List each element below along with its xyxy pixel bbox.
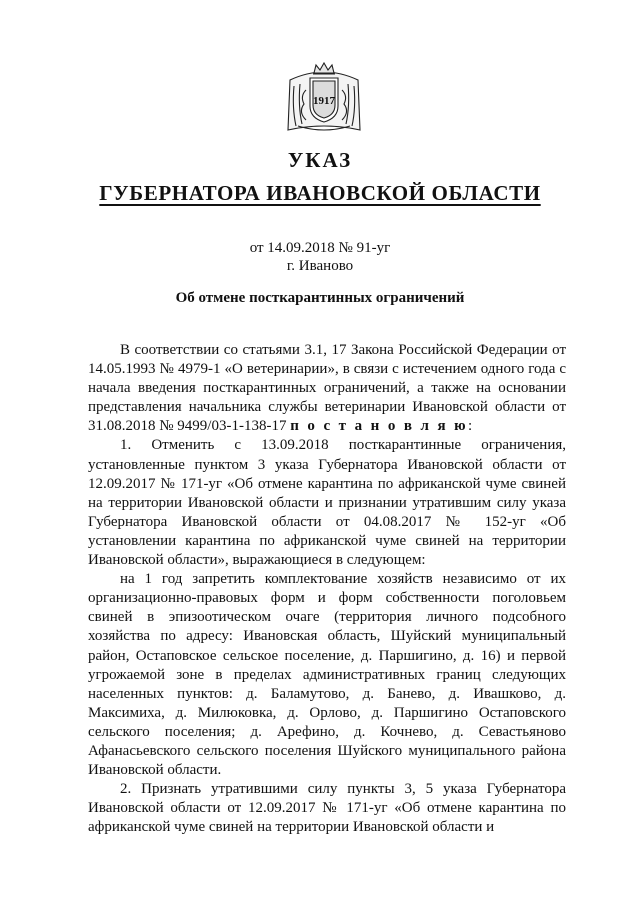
document-subject: Об отмене посткарантинных ограничений [175,290,465,306]
preamble-text: В соответствии со статьями 3.1, 17 Закона Российской Федерации от 14.05.1993 № 4979-1 «О ветеринарии», в связи с истечением одного года с начала введения посткарантинных ограничений, а также на основании представления начальника службы ветеринарии Ивановской области от 31.08.2018 № 9499/03-1-138-17 [88,342,566,435]
preamble-paragraph [88,341,566,436]
item-2-paragraph: 2. Признать утратившими силу пункты 3, 5 указа Губернатора Ивановской области от 12.09.2017 № 171-уг «Об отмене карантина по африканской чуме свиней на территории Ивановской области и [88,781,566,836]
emblem-year-text: 1917 [313,95,335,107]
document-date-number: от 14.09.2018 № 91-уг [249,240,391,256]
document-body [88,341,566,837]
document-issuer: ГУБЕРНАТОРА ИВАНОВСКОЙ ОБЛАСТИ [99,181,541,205]
document-city: г. Иваново [286,258,354,274]
item-1-paragraph: 1. Отменить с 13.09.2018 посткарантинные ограничения, установленные пунктом 3 указа Губернатора Ивановской области от 12.09.2017 № 171-уг «Об отмене карантина по африканской чуме свиней на территории Ивановской области и признании утратившим силу указа Губернатора Ивановской области от 04.08.2017 № 152-уг «Об установлении карантина по африканской чуме свиней на территории Ивановской области», выражающиеся в следующем: [88,437,566,569]
document-title: УКАЗ [287,148,353,172]
decree-colon: : [468,418,473,435]
item-1-detail-paragraph: на 1 год запретить комплектование хозяйств независимо от их организационно-правовых форм и форм собственности поголовьем свиней в эпизоотическом очаге (территория личного подсобного хозяйства по адресу: Ивановская область, Шуйский муниципальный район, Остаповское сельское поселение, д. Паршигино, д. 16) и первой угрожаемой зоне в пределах административных границ следующих населенных пунктов: д. Баламутово, д. Банево, д. Ивашково, д. Максимиха, д. Милюковка, д. Орлово, д. Паршигино Остаповского сельского поселения; д. Арефино, д. Кочнево, д. Севастьяново Афанасьевского сельского поселения Шуйского муниципального района Ивановской области. [88,571,566,779]
decree-word: п о с т а н о в л я ю [290,418,469,435]
coat-of-arms-icon [282,60,366,136]
